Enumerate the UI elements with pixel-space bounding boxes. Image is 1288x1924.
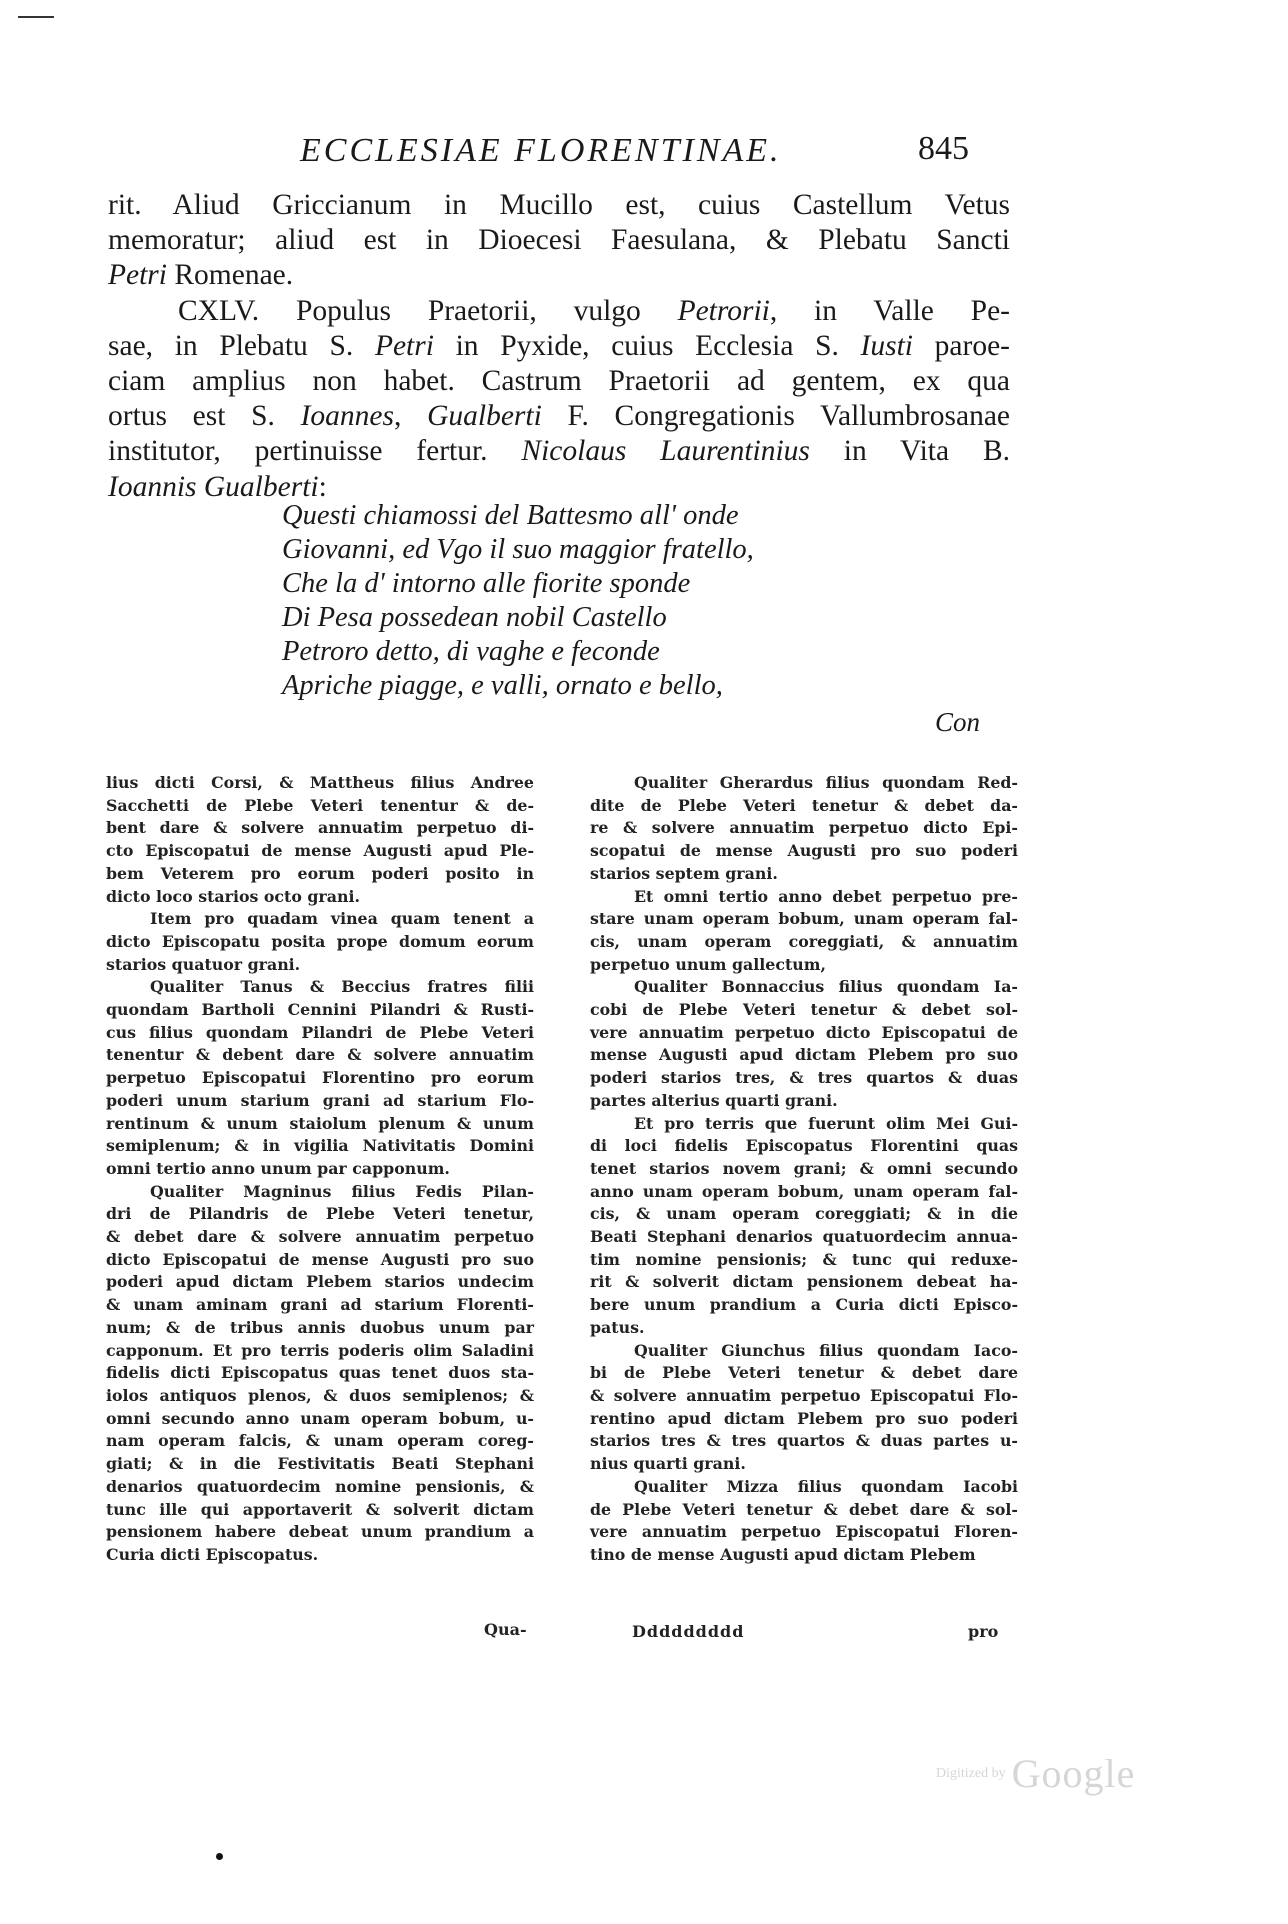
footnote-line: & solvere annuatim perpetuo Episcopatui Flo- xyxy=(590,1385,1018,1405)
watermark-small-text: Digitized by xyxy=(936,1765,1006,1781)
footnote-line: omni tertio anno unum par capponum. xyxy=(106,1158,450,1178)
footnote-line: tenentur & debent dare & solvere annuatim xyxy=(106,1045,534,1065)
signature-mark: Ddddddddd xyxy=(632,1622,745,1641)
footnote-line: perpetuo unum gallectum, xyxy=(590,954,826,974)
footnote-line: Sacchetti de Plebe Veteri tenentur & de- xyxy=(106,795,534,815)
italic-text: Petri xyxy=(374,329,434,362)
roman-text: institutor, pertinuisse fertur. xyxy=(108,435,522,468)
footnote-line: cis, unam operam coreggiati, & annuatim xyxy=(590,931,1018,951)
roman-text: in Vita B. xyxy=(809,435,1010,468)
footnote-line: Qualiter Mizza filius quondam Iacobi xyxy=(634,1476,1018,1496)
catchword-right-column: pro xyxy=(968,1622,999,1641)
footnote-line: tenet starios novem grani; & omni secundo xyxy=(590,1158,1018,1178)
italic-text: Petri xyxy=(108,259,167,292)
footnote-line: Et omni tertio anno debet perpetuo pre- xyxy=(634,886,1018,906)
footnote-line: partes alterius quarti grani. xyxy=(590,1090,838,1110)
footnote-line: re & solvere annuatim perpetuo dicto Epi- xyxy=(590,818,1018,838)
roman-text: rit. Aliud Griccianum in Mucillo est, cuius Castellum Vetus xyxy=(108,189,1010,221)
footnote-line: de Plebe Veteri tenetur & debet dare & sol- xyxy=(590,1499,1018,1519)
roman-text: , in Valle Pe- xyxy=(769,294,1010,327)
roman-text: Romenae. xyxy=(167,259,294,292)
footnote-line: quondam Bartholi Cennini Pilandri & Rusti- xyxy=(106,1000,534,1020)
italic-text: Petrorii xyxy=(677,294,770,327)
footnote-column-right xyxy=(590,772,1018,1567)
footnote-line: bent dare & solvere annuatim perpetuo di- xyxy=(106,818,534,838)
footnote-line: cto Episcopatui de mense Augusti apud Ple- xyxy=(106,841,534,861)
footnote-line: semiplenum; & in vigilia Nativitatis Domini xyxy=(106,1136,534,1156)
main-text-line xyxy=(108,434,1010,469)
verse-line: Petroro detto, di vaghe e feconde xyxy=(282,636,660,667)
footnote-line: rit & solverit dictam pensionem debeat ha- xyxy=(590,1272,1018,1292)
roman-text: CXLV. Populus Praetorii, vulgo xyxy=(178,294,678,327)
footnote-line: starios tres & tres quartos & duas partes u- xyxy=(590,1431,1018,1451)
main-text-line xyxy=(108,399,1010,434)
footnote-line: starios quatuor grani. xyxy=(106,954,301,974)
footnote-line: tino de mense Augusti apud dictam Plebem xyxy=(590,1544,976,1564)
catchword-left-column: Qua- xyxy=(484,1620,527,1639)
footnote-line: cobi de Plebe Veteri tenetur & debet sol- xyxy=(590,1000,1018,1020)
footnote-line: capponum. Et pro terris poderis olim Saladini xyxy=(106,1340,534,1360)
verse-line: Di Pesa possedean nobil Castello xyxy=(282,602,667,633)
footnote-line: omni secundo anno unam operam bobum, u- xyxy=(106,1408,534,1428)
footnote-line: bi de Plebe Veteri tenetur & debet dare xyxy=(590,1363,1018,1383)
footnote-line: starios septem grani. xyxy=(590,863,778,883)
footnote-line: num; & de tribus annis duobus unum par xyxy=(106,1317,534,1337)
roman-text: paroe- xyxy=(912,329,1010,362)
footnote-line: mense Augusti apud dictam Plebem pro suo xyxy=(590,1045,1018,1065)
verse-line: Giovanni, ed Vgo il suo maggior fratello, xyxy=(282,534,754,565)
footnote-line: cus filius quondam Pilandri de Plebe Veteri xyxy=(106,1022,534,1042)
footnote-line: Qualiter Giunchus filius quondam Iaco- xyxy=(634,1340,1018,1360)
footnote-line: iolos antiquos plenos, & duos semiplenos; & xyxy=(106,1385,534,1405)
watermark-logo-text: Google xyxy=(1011,1751,1136,1796)
italic-text: Iusti xyxy=(860,329,913,362)
footnote-line: & unam aminam grani ad starium Florenti- xyxy=(106,1295,534,1315)
main-text-line xyxy=(108,188,1010,223)
footnote-line: & debet dare & solvere annuatim perpetuo xyxy=(106,1227,534,1247)
footnote-line: dri de Pilandris de Plebe Veteri tenetur, xyxy=(106,1204,534,1224)
digitization-watermark xyxy=(936,1750,1135,1797)
footnote-line: patus. xyxy=(590,1317,645,1337)
verse-line: Questi chiamossi del Battesmo all' onde xyxy=(282,500,739,531)
roman-text: sae, in Plebatu S. xyxy=(108,329,375,362)
main-text-line xyxy=(108,364,1010,399)
footnote-line: dicto loco starios octo grani. xyxy=(106,886,360,906)
catchword-main: Con xyxy=(935,707,981,737)
footnote-line: tim nomine pensionis; & tunc qui reduxe- xyxy=(590,1249,1018,1269)
verse-quotation xyxy=(282,499,754,703)
italic-text: Nicolaus Laurentinius xyxy=(521,435,810,468)
footnote-line: lius dicti Corsi, & Mattheus filius Andree xyxy=(106,773,534,792)
roman-text: memoratur; aliud est in Dioecesi Faesulana, & Plebatu Sancti xyxy=(108,224,1010,257)
footnote-line: Et pro terris que fuerunt olim Mei Gui- xyxy=(634,1113,1018,1133)
footnote-line: vere annuatim perpetuo dicto Episcopatui de xyxy=(590,1022,1018,1042)
footnote-line: fidelis dicti Episcopatus quas tenet duos sta- xyxy=(106,1363,534,1383)
roman-text: in Pyxide, cuius Ecclesia S. xyxy=(433,329,861,362)
verse-line: Che la d' intorno alle fiorite sponde xyxy=(282,568,691,599)
main-text-line xyxy=(108,258,1010,293)
main-text-line xyxy=(108,223,1010,258)
footnote-line: poderi starios tres, & tres quartos & duas xyxy=(590,1068,1018,1088)
footnote-line: Qualiter Gherardus filius quondam Red- xyxy=(634,773,1018,792)
footnote-line: poderi apud dictam Plebem starios undecim xyxy=(106,1272,534,1292)
italic-text: Ioannes xyxy=(300,400,394,433)
roman-text: ortus est S. xyxy=(108,400,301,433)
footnote-line: tunc ille qui apportaverit & solverit dictam xyxy=(106,1499,534,1519)
corner-rule xyxy=(18,16,54,18)
footnote-line: Item pro quadam vinea quam tenent a xyxy=(150,909,534,929)
footnote-line: nam operam falcis, & unam operam coreg- xyxy=(106,1431,534,1451)
footnote-line: dicto Episcopatu posita prope domum eorum xyxy=(106,931,534,951)
footnote-line: dite de Plebe Veteri tenetur & debet da- xyxy=(590,795,1018,815)
footnote-line: bem Veterem pro eorum poderi posito in xyxy=(106,863,534,883)
footnote-line: scopatui de mense Augusti pro suo poderi xyxy=(590,841,1018,861)
roman-text: F. Congregationis Vallumbrosanae xyxy=(541,400,1011,433)
footnote-line: giati; & in die Festivitatis Beati Stephani xyxy=(106,1454,534,1474)
footnote-line: dicto Episcopatui de mense Augusti pro suo xyxy=(106,1249,534,1269)
footnote-line: perpetuo Episcopatui Florentino pro eorum xyxy=(106,1068,534,1088)
footnote-line: Qualiter Bonnaccius filius quondam Ia- xyxy=(634,977,1018,997)
footnote-line: denarios quatuordecim nomine pensionis, & xyxy=(106,1476,534,1496)
page-number: 845 xyxy=(918,130,969,167)
footnote-line: pensionem habere debeat unum prandium a xyxy=(106,1522,534,1542)
footnote-line: rentino apud dictam Plebem pro suo poderi xyxy=(590,1408,1018,1428)
italic-text: Gualberti xyxy=(427,400,542,433)
main-text-line xyxy=(108,329,1010,364)
footnote-line: Beati Stephani denarios quatuordecim annua- xyxy=(590,1227,1018,1247)
footnote-line: cis, & unam operam coreggiati; & in die xyxy=(590,1204,1018,1224)
main-text-block xyxy=(108,188,1010,505)
footnote-line: anno unam operam bobum, unam operam fal- xyxy=(590,1181,1018,1201)
footnote-line: di loci fidelis Episcopatus Florentini quas xyxy=(590,1136,1018,1156)
footnote-line: Qualiter Magninus filius Fedis Pilan- xyxy=(150,1181,534,1201)
roman-text: ciam amplius non habet. Castrum Praetorii ad gentem, ex qua xyxy=(108,365,1010,398)
main-text-line xyxy=(108,294,1010,329)
footnote-column-left xyxy=(106,772,534,1567)
footnote-line: poderi unum starium grani ad starium Flo- xyxy=(106,1090,534,1110)
footnote-line: rentinum & unum staiolum plenum & unum xyxy=(106,1113,534,1133)
footnote-line: stare unam operam bobum, unam operam fal- xyxy=(590,909,1018,929)
footnote-line: nius quarti grani. xyxy=(590,1454,746,1474)
roman-text: , xyxy=(394,400,428,433)
verse-line: Apriche piagge, e valli, ornato e bello, xyxy=(282,670,723,701)
ink-dot xyxy=(216,1853,223,1860)
footnote-line: Curia dicti Episcopatus. xyxy=(106,1544,319,1564)
footnote-line: bere unum prandium a Curia dicti Episco- xyxy=(590,1295,1018,1315)
italic-text: Ioannis Gualberti xyxy=(108,470,319,503)
roman-text: : xyxy=(318,470,327,503)
footnote-line: Qualiter Tanus & Beccius fratres filii xyxy=(150,977,534,997)
footnote-line: vere annuatim perpetuo Episcopatui Floren- xyxy=(590,1522,1018,1542)
running-title: ECCLESIAE FLORENTINAE. xyxy=(300,132,782,169)
